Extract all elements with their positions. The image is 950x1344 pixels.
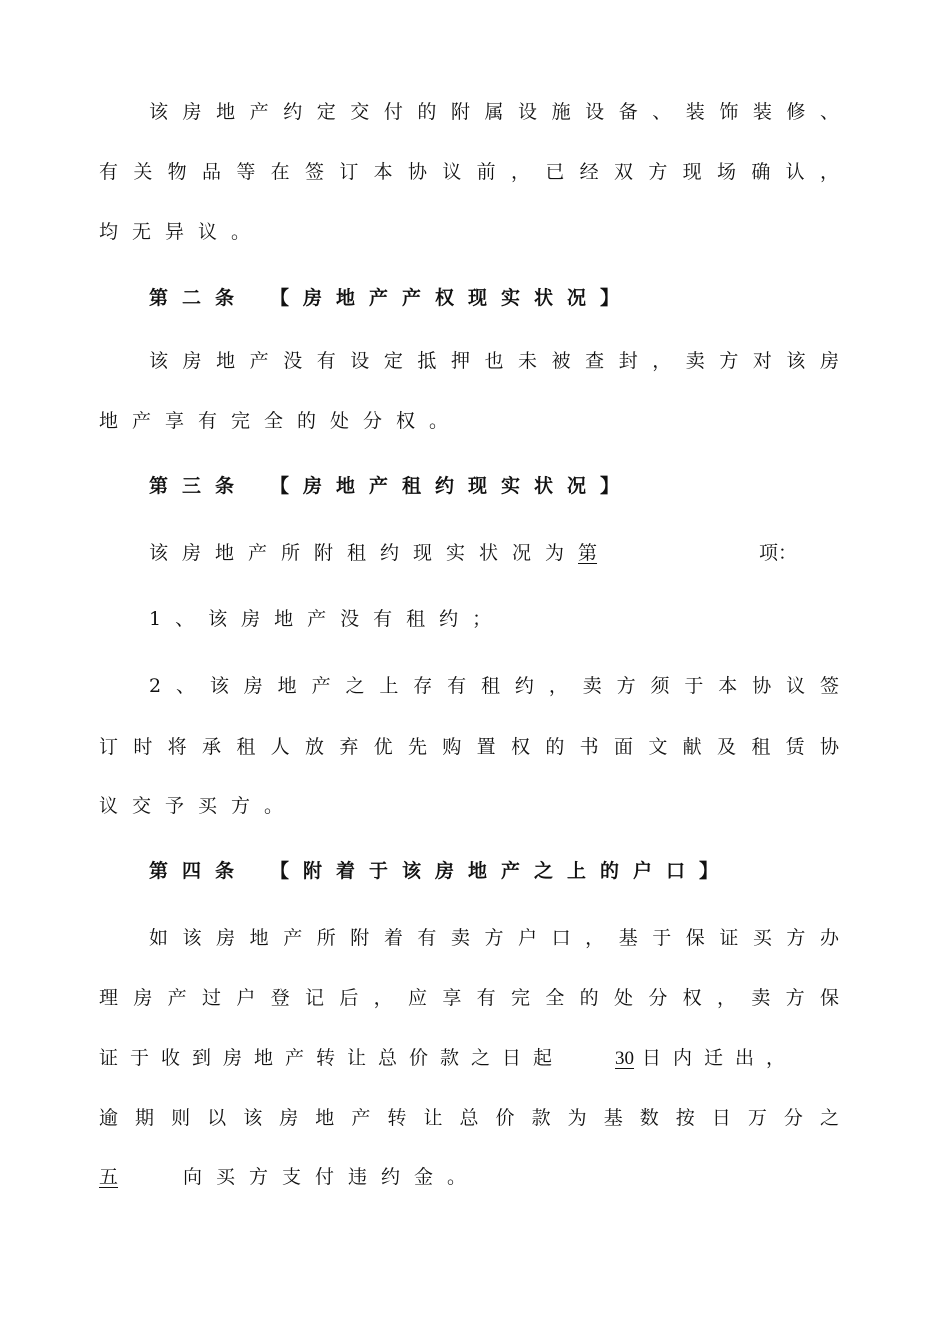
- article-title: 【附着于该房地产之上的户口】: [270, 860, 733, 882]
- article-number: 第二条: [149, 287, 249, 309]
- paragraph-text: 有关物品等在签订本协议前，已经双方现场确认，: [99, 161, 839, 183]
- fill-in-blank: 第 项: [578, 542, 779, 564]
- article-heading: [149, 858, 839, 884]
- article-heading: [149, 473, 839, 499]
- article-title: 【房地产产权现实状况】: [270, 287, 634, 309]
- paragraph-text: 证于收到房地产转让总价款之日起 30 日内迁出，: [99, 1045, 839, 1072]
- paragraph-text: 该房地产约定交付的附属设施设备、装饰装修、: [149, 101, 839, 123]
- article-title: 【房地产租约现实状况】: [270, 475, 634, 497]
- paragraph-text: 理房产过户登记后，应享有完全的处分权，卖方保: [99, 987, 839, 1009]
- fill-in-blank-rate: 五: [99, 1166, 119, 1188]
- paragraph-text: 订时将承租人放弃优先购置权的书面文献及租赁协: [99, 736, 839, 758]
- paragraph-text: 如该房地产所附着有卖方户口，基于保证买方办: [149, 927, 839, 949]
- paragraph-text: 该房地产所附租约现实状况为第 项 ：: [149, 542, 812, 564]
- article-heading: [149, 285, 839, 311]
- paragraph-text: 地产享有完全的处分权。: [99, 410, 463, 432]
- paragraph-text: 均无异议。: [99, 221, 265, 243]
- list-item: 2、该房地产之上存有租约，卖方须于本协议签: [149, 675, 839, 697]
- paragraph-text: 议交予买方。: [99, 795, 298, 817]
- article-number: 第三条: [149, 475, 249, 497]
- paragraph-text: 五 向买方支付违约金。: [99, 1166, 481, 1188]
- fill-in-blank-days: 30: [615, 1048, 635, 1069]
- article-number: 第四条: [149, 860, 249, 882]
- paragraph-text: 该房地产没有设定抵押也未被查封，卖方对该房: [149, 350, 839, 372]
- paragraph-text: 逾期则以该房地产转让总价款为基数按日万分之: [99, 1107, 839, 1129]
- list-item: 1、该房地产没有租约；: [149, 608, 506, 630]
